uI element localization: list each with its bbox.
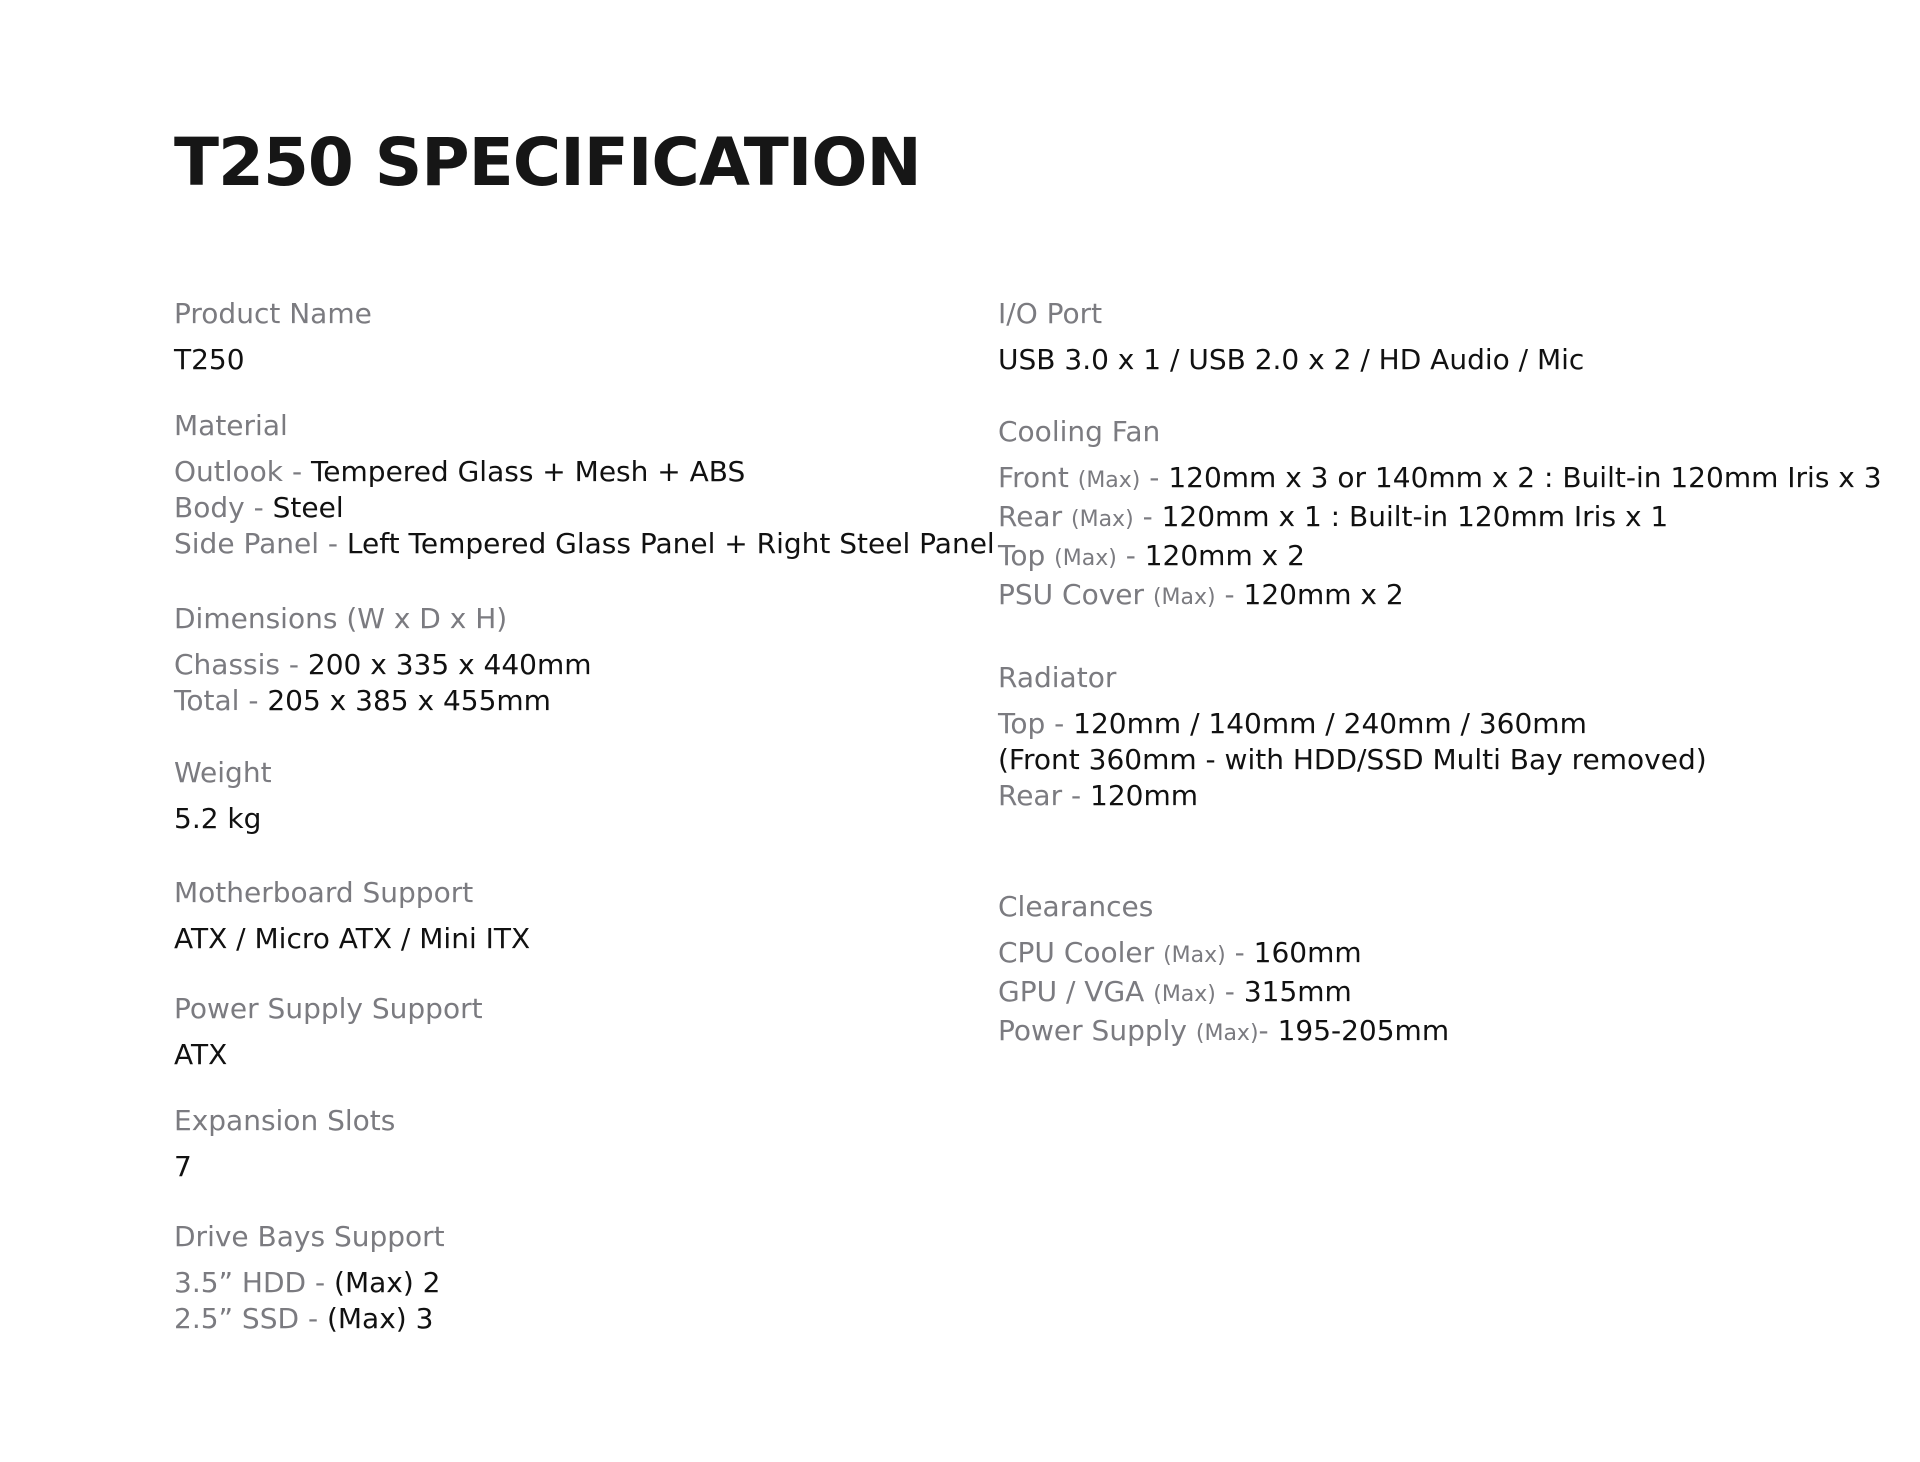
spec-value: 7 [174,1150,192,1183]
spec-value: 200 x 335 x 440mm [307,648,592,681]
spec-cooling-fan [998,415,1882,616]
spec-max-note: (Max) [1195,1021,1259,1046]
spec-max-note: (Max) [1153,982,1216,1007]
spec-key: Top [998,539,1046,572]
spec-value: Steel [272,491,344,524]
spec-note-line: (Front 360mm - with HDD/SSD Multi Bay removed) [998,743,1707,776]
spec-value: 120mm / 140mm / 240mm / 360mm [1073,707,1587,740]
spec-key: GPU / VGA [998,975,1145,1008]
spec-value: 160mm [1253,936,1362,969]
spec-material [174,409,995,562]
spec-max-note: (Max) [1077,468,1141,493]
spec-max-note: (Max) [1163,943,1226,968]
spec-heading: Material [174,409,288,442]
spec-separator: - [307,1302,319,1335]
spec-value: 120mm [1090,779,1199,812]
spec-heading: Motherboard Support [174,876,474,909]
spec-heading: Product Name [174,297,372,330]
spec-expansion-slots [174,1104,396,1185]
spec-line [174,490,995,526]
spec-line [998,935,1449,974]
spec-separator: - [1224,578,1235,611]
spec-heading: Radiator [998,661,1117,694]
spec-value: ATX [174,1038,228,1071]
spec-max-note: (Max) [1054,546,1117,571]
spec-heading: Expansion Slots [174,1104,396,1137]
spec-value: 315mm [1243,975,1352,1008]
spec-line [998,974,1449,1013]
spec-separator: - [1258,1014,1269,1047]
spec-separator: - [315,1266,326,1299]
spec-value: 120mm x 2 [1243,578,1404,611]
spec-value: (Max) 3 [326,1302,434,1335]
spec-line [174,1301,445,1337]
spec-clearances [998,890,1450,1052]
spec-separator: - [288,648,300,681]
spec-separator: - [1071,779,1082,812]
spec-heading: Clearances [998,890,1154,923]
spec-value: 120mm x 1 : Built-in 120mm Iris x 1 [1161,500,1669,533]
spec-power-supply [174,992,483,1073]
spec-separator: - [1234,936,1245,969]
spec-line [998,577,1882,616]
spec-key: Outlook [174,455,284,488]
spec-value: T250 [174,343,245,376]
spec-line [174,647,592,683]
spec-line [174,454,995,490]
spec-heading: Weight [174,756,272,789]
spec-max-note: (Max) [1152,585,1216,610]
spec-heading: Power Supply Support [174,992,483,1025]
spec-key: 2.5” SSD [174,1302,300,1335]
spec-key: Chassis [174,648,280,681]
spec-line [998,778,1707,814]
spec-key: 3.5” HDD [174,1266,307,1299]
spec-max-note: (Max) [1071,507,1134,532]
spec-drive-bays [174,1220,445,1337]
spec-line [998,460,1882,499]
spec-key: Rear [998,500,1063,533]
spec-separator: - [1224,975,1235,1008]
spec-value: Tempered Glass + Mesh + ABS [310,455,746,488]
spec-separator: - [248,684,259,717]
spec-value: USB 3.0 x 1 / USB 2.0 x 2 / HD Audio / Mic [998,343,1585,376]
spec-heading: Dimensions (W x D x H) [174,602,508,635]
spec-key: Top [998,707,1046,740]
spec-line [998,538,1882,577]
spec-value: 5.2 kg [174,802,262,835]
spec-motherboard [174,876,531,957]
spec-value: (Max) 2 [334,1266,441,1299]
spec-line [998,499,1882,538]
spec-value: 195-205mm [1277,1014,1450,1047]
spec-heading: Cooling Fan [998,415,1161,448]
spec-separator: - [1149,461,1160,494]
spec-line [174,526,995,562]
spec-dimensions [174,602,592,719]
spec-key: Front [998,461,1069,494]
spec-key: Power Supply [998,1014,1187,1047]
spec-heading: I/O Port [998,297,1103,330]
spec-separator: - [1054,707,1065,740]
spec-value: ATX / Micro ATX / Mini ITX [174,922,531,955]
spec-heading: Drive Bays Support [174,1220,445,1253]
spec-value: Left Tempered Glass Panel + Right Steel Panel [346,527,995,560]
spec-weight [174,756,272,837]
spec-key: Side Panel [174,527,319,560]
spec-separator: - [1142,500,1153,533]
spec-separator: - [291,455,303,488]
spec-line [998,706,1707,742]
spec-line [174,683,592,719]
spec-separator: - [1125,539,1136,572]
spec-key: CPU Cooler [998,936,1155,969]
spec-value: 120mm x 2 [1144,539,1305,572]
spec-key: Rear [998,779,1063,812]
spec-separator: - [327,527,339,560]
page-title: T250 SPECIFICATION [174,124,921,201]
spec-value: 120mm x 3 or 140mm x 2 : Built-in 120mm Iris x 3 [1168,461,1882,494]
spec-key: Body [174,491,245,524]
spec-product-name [174,297,372,378]
spec-io-port [998,297,1585,378]
spec-line [998,1013,1449,1052]
spec-line [174,1265,445,1301]
spec-key: Total [174,684,240,717]
spec-value: 205 x 385 x 455mm [267,684,551,717]
spec-key: PSU Cover [998,578,1145,611]
spec-separator: - [253,491,264,524]
spec-radiator [998,661,1707,814]
